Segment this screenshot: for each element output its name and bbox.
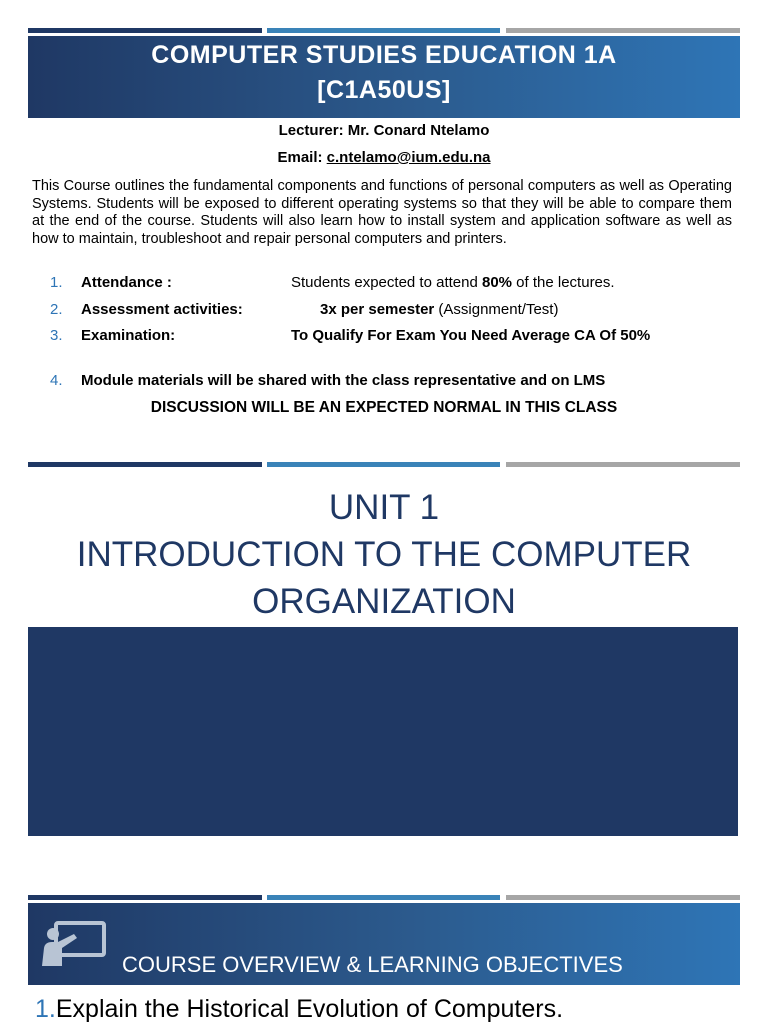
middle-stripes — [28, 462, 740, 467]
objective-item-1 — [35, 994, 563, 1024]
presentation-board-icon — [40, 920, 108, 968]
objective-text: Explain the Historical Evolution of Computers. — [55, 995, 564, 1023]
course-title-banner — [28, 36, 740, 118]
examination-label: Examination: — [81, 327, 176, 344]
assessment-label: Assessment activities: — [81, 301, 243, 318]
unit-image-block — [28, 627, 738, 836]
lecturer-line: Lecturer: Mr. Conard Ntelamo — [278, 122, 490, 139]
email-link[interactable]: c.ntelamo@ium.edu.na — [326, 149, 491, 166]
list-number: 1. — [50, 274, 63, 291]
unit-title-line1: INTRODUCTION TO THE COMPUTER — [76, 535, 692, 574]
objective-number: 1. — [35, 995, 56, 1023]
unit-title-line2: ORGANIZATION — [252, 582, 516, 621]
discussion-note: DISCUSSION WILL BE AN EXPECTED NORMAL IN THIS CLASS — [150, 399, 618, 416]
email-line — [28, 149, 740, 167]
top-stripes — [28, 28, 740, 33]
bottom-stripes — [28, 895, 740, 900]
course-title-line2: [C1A50US] — [317, 76, 451, 104]
unit-number: UNIT 1 — [328, 488, 440, 527]
email-label: Email: — [277, 149, 327, 166]
examination-value: To Qualify For Exam You Need Average CA Of 50% — [291, 327, 651, 344]
attendance-label: Attendance : — [81, 274, 172, 291]
attendance-value: Students expected to attend 80% of the lectures. — [291, 274, 615, 291]
overview-title: COURSE OVERVIEW & LEARNING OBJECTIVES — [122, 952, 623, 977]
module-materials-text: Module materials will be shared with the class representative and on LMS — [81, 372, 606, 389]
list-number: 3. — [50, 327, 63, 344]
course-title-line1: COMPUTER STUDIES EDUCATION 1A — [151, 41, 617, 69]
list-number: 4. — [50, 372, 63, 389]
assessment-value: 3x per semester (Assignment/Test) — [320, 301, 559, 318]
course-description: This Course outlines the fundamental components and functions of personal computers as well as Operating Systems. Students will be exposed to different operating systems so that they will be able to compare them at the end of the course. Students will also learn how to install system and application software as well as how to maintain, troubleshoot and repair personal computers and printers. — [32, 178, 732, 247]
list-number: 2. — [50, 301, 63, 318]
